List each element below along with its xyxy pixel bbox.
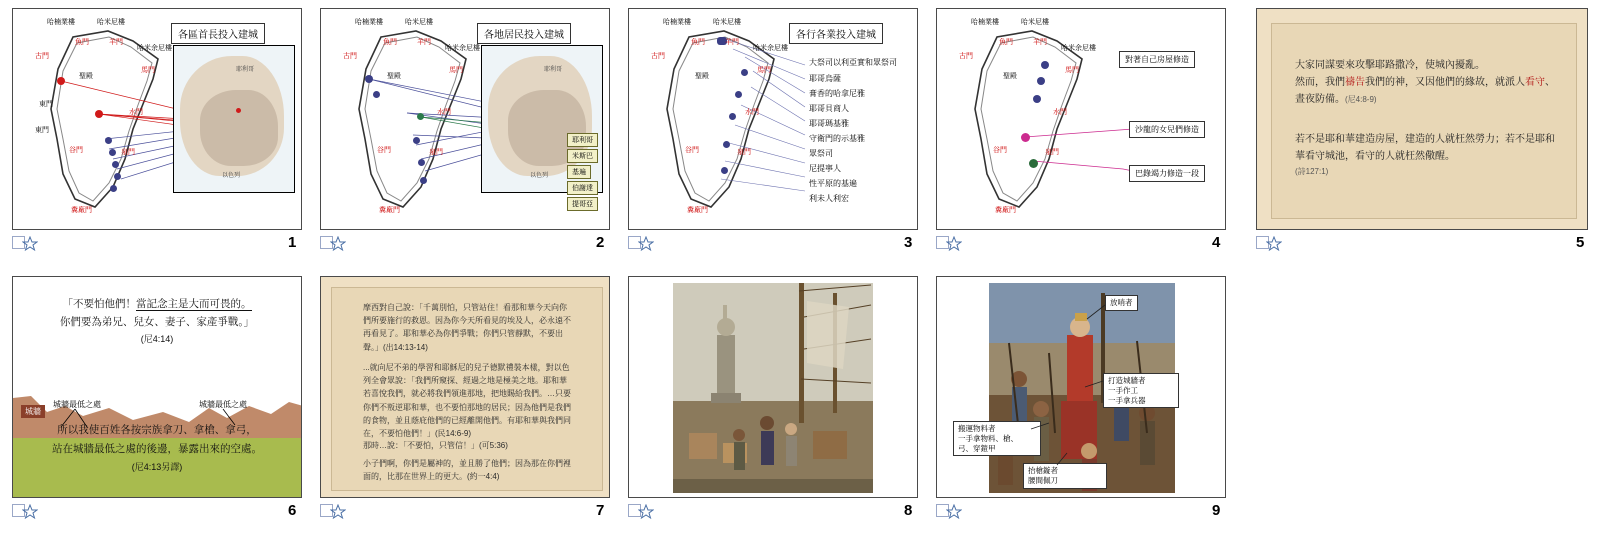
slide-title: 各區首長投入建城 [171,23,265,44]
marker-blue [365,75,373,83]
slide-5[interactable] [1256,8,1588,230]
quote-block [13,295,301,348]
wall-label: 哈米尼樓 [1021,19,1049,26]
inset-label: 以色列 [222,173,241,179]
marker-blue [373,91,380,98]
wall-label: 哈米尼樓 [405,19,433,26]
wall-label: 聖殿 [1003,73,1017,80]
callout: 對著自己房屋修造 [1119,51,1195,68]
wall-label: 谷門 [993,147,1007,154]
marker-blue [420,177,427,184]
star-icon [330,236,346,252]
profession-item: 耶哥貝商人 [809,104,849,113]
wall-label: 魚門 [999,39,1013,46]
map-canvas-4 [937,9,1225,229]
wall-label: 魚門 [75,39,89,46]
verse-paragraph [1295,57,1557,108]
terrain-tag: 城牆最低之處 [53,400,101,409]
wall-label: 古門 [35,53,49,60]
wall-label: 水門 [745,109,759,116]
wall-label: 羊門 [725,39,739,46]
wall-label: 水門 [1053,109,1067,116]
wall-label: 聖殿 [79,73,93,80]
marker-blue [110,185,117,192]
wall-label: 古門 [651,53,665,60]
slide-6[interactable] [12,276,302,498]
marker-blue [112,161,119,168]
wall-label: 谷門 [69,147,83,154]
profession-item: 膏香的哈拿尼雅 [809,89,865,98]
marker-blue [109,149,116,156]
wall-label: 哈米尼樓 [97,19,125,26]
wall-label: 哈米余尼樓 [1061,45,1096,52]
marker-blue [741,69,748,76]
slide-number: 5 [1576,234,1585,251]
quote-line: 你們要為弟兄、兒女、妻子、家產爭戰。」 [59,316,255,329]
wall-label: 泉門 [737,149,751,156]
profession-item: 守衛門的示基雅 [809,134,865,143]
text-paragraph: 那時…說：「不要怕，只管信！」(可5:36) [363,441,508,450]
marker-blue [721,167,728,174]
bottom-line: 站在城牆最低之處的後邊，暴露出來的空處。 [52,442,262,455]
wall-label: 泉門 [429,149,443,156]
callout-note: 搬運物料者 一手拿物料、槍、 弓、穿鎧甲 [953,421,1041,456]
illustration-shapes [673,283,873,493]
legend-item: 基遍 [567,165,591,179]
profession-item: 性平原的基遍 [809,179,857,188]
marker-red [95,110,103,118]
wall-outline-4 [937,9,1226,230]
wall-label: 泉門 [1045,149,1059,156]
legend-item: 米斯巴 [567,149,598,163]
star-icon [330,504,346,520]
callout: 巴錄竭力修造一段 [1129,165,1205,182]
marker-blue [105,137,112,144]
callout: 沙龍的女兒們修造 [1129,121,1205,138]
profession-item: 眾祭司 [809,149,833,158]
slide-1[interactable] [12,8,302,230]
wall-chip: 城牆 [21,405,45,418]
wall-label: 東門 [39,101,53,108]
slide-number: 2 [596,234,605,251]
wall-label: 泉門 [121,149,135,156]
callout-note: 打造城牆者 一手作工 一手拿兵器 [1103,373,1179,408]
profession-item: 利未人利宏 [809,194,849,203]
wall-label: 魚門 [383,39,397,46]
slide-number: 6 [288,502,297,519]
callout-note: 放哨者 [1105,295,1138,311]
wall-label: 水門 [437,109,451,116]
verse-line-2: 然而，我們禱告我們的神，又因他們的緣故，就派人看守、晝夜防備。(尼4:8-9) [1295,77,1555,105]
wall-label: 馬門 [757,67,771,74]
marker-blue [413,137,420,144]
quote-ref: (尼4:14) [140,333,174,344]
wall-label: 水門 [129,109,143,116]
wall-label: 糞廠門 [687,207,708,214]
inset-label: 耶利哥 [544,67,563,73]
text-paragraph: 小子們啊，你們是屬神的，並且勝了他們；因為那在你們裡面的，比那在世界上的更大。(約一4:4) [363,459,571,482]
slide-9[interactable] [936,276,1226,498]
slide-title: 各行各業投入建城 [789,23,883,44]
wall-label: 哈楠業樓 [663,19,691,26]
wall-label: 哈楠業樓 [355,19,383,26]
region-inset-map [173,45,295,193]
wall-label: 糞廠門 [379,207,400,214]
marker-blue [1041,61,1049,69]
verse-paragraph-2 [1295,131,1561,179]
slide-7[interactable] [320,276,610,498]
marker-blue [1037,77,1045,85]
marker-magenta [1021,133,1030,142]
wall-label: 哈楠業樓 [971,19,999,26]
star-icon [22,504,38,520]
marker-blue [735,91,742,98]
wall-label: 聖殿 [387,73,401,80]
slide-number: 1 [288,234,297,251]
marker-blue [723,141,730,148]
legend-item: 提哥亞 [567,197,598,211]
wall-label: 聖殿 [695,73,709,80]
map-canvas-1 [13,9,301,229]
marker-green [1029,159,1038,168]
inset-label: 耶利哥 [236,67,255,73]
marker-blue [114,173,121,180]
star-icon [946,236,962,252]
wall-label: 古門 [959,53,973,60]
wall-label: 馬門 [1065,67,1079,74]
legend-item: 伯謝達 [567,181,598,195]
wall-label: 羊門 [109,39,123,46]
marker-blue [418,159,425,166]
wall-label: 糞廠門 [995,207,1016,214]
profession-item: 大祭司以利亞實和眾祭司 [809,58,897,67]
slide-number: 9 [1212,502,1221,519]
wall-label: 哈米尼樓 [713,19,741,26]
profession-item: 耶哥瑪基雅 [809,119,849,128]
slide-8[interactable] [628,276,918,498]
quote-line: 「不要怕他們！當記念主是大而可畏的。 [62,298,252,310]
star-icon [638,236,654,252]
text-paragraph: 摩西對自己說：「千萬別怕，只管站住！看那和華今天向你們所要施行的救恩。因為你今天所看見的埃及人，必永遠不再看見了。耶和華必為你們爭戰；你們只管靜默，不要出聲。」(出14:13-14) [363,303,571,352]
marker-blue [729,113,736,120]
slide-number: 8 [904,502,913,519]
slide-3[interactable] [628,8,918,230]
bottom-quote [13,421,301,475]
legend-item: 耶利哥 [567,133,598,147]
star-icon [638,504,654,520]
wall-label: 糞廠門 [71,207,92,214]
profession-item: 耶哥烏薩 [809,74,841,83]
slide-number: 4 [1212,234,1221,251]
inset-label: 以色列 [530,173,549,179]
wall-label: 谷門 [377,147,391,154]
slide-number: 7 [596,502,605,519]
star-icon [22,236,38,252]
map-canvas-3 [629,9,917,229]
illustration-harbor [673,283,873,493]
slide-4[interactable] [936,8,1226,230]
wall-label: 哈米余尼樓 [137,45,172,52]
bottom-line: 所以我使百姓各按宗族拿刀、拿槍、拿弓， [57,424,257,437]
callout-note: 抬槍鏇者 腰間佩刀 [1023,463,1107,489]
text-paragraph: ...就向尼不弟的學習和耶穌尼的兒子德默禮裝本樣，對以色列全會眾說：「我們所窺探、經過之地是極美之地。耶和華若喜悅我們，就必將我們領進那地，把地賜給我們。…只要你們不叛逆耶和華，也不要怕那地的居民；因為他們是我們的食物，並且蔭庇他們的已經離開他們。有耶和華與我們同在，不要怕他們！」(民14:6-9) [363,363,571,438]
inset-marker [236,108,241,113]
wall-label: 古門 [343,53,357,60]
wall-label: 羊門 [1033,39,1047,46]
wall-label: 馬門 [449,67,463,74]
wall-label: 東門 [35,127,49,134]
marker-blue [1033,95,1041,103]
star-icon [946,504,962,520]
profession-item: 尼提寧人 [809,164,841,173]
wall-label: 羊門 [417,39,431,46]
slide-title: 各地居民投入建城 [477,23,571,44]
marker-red [57,77,65,85]
wall-label: 哈米余尼樓 [753,45,788,52]
wall-label: 哈楠業樓 [47,19,75,26]
map-canvas-2 [321,9,609,229]
wall-label: 魚門 [691,39,705,46]
marker-green [417,113,424,120]
terrain-tag: 城牆最低之處 [199,400,247,409]
verse-line: 若不是耶和華建造房屋，建造的人就枉然勞力；若不是耶和華看守城池，看守的人就枉然儆醒。 [1295,134,1555,162]
wall-label: 谷門 [685,147,699,154]
bottom-ref: (尼4:13另譯) [131,461,183,472]
star-icon [1266,236,1282,252]
slide-2[interactable] [320,8,610,230]
parchment-panel [1271,23,1577,219]
verse-line: 大家同謀要來攻擊耶路撒冷，使城內擾亂。 [1295,60,1485,71]
slide-number: 3 [904,234,913,251]
wall-label: 哈米余尼樓 [445,45,480,52]
wall-label: 馬門 [141,67,155,74]
verse-ref: (詩127:1) [1295,167,1329,176]
